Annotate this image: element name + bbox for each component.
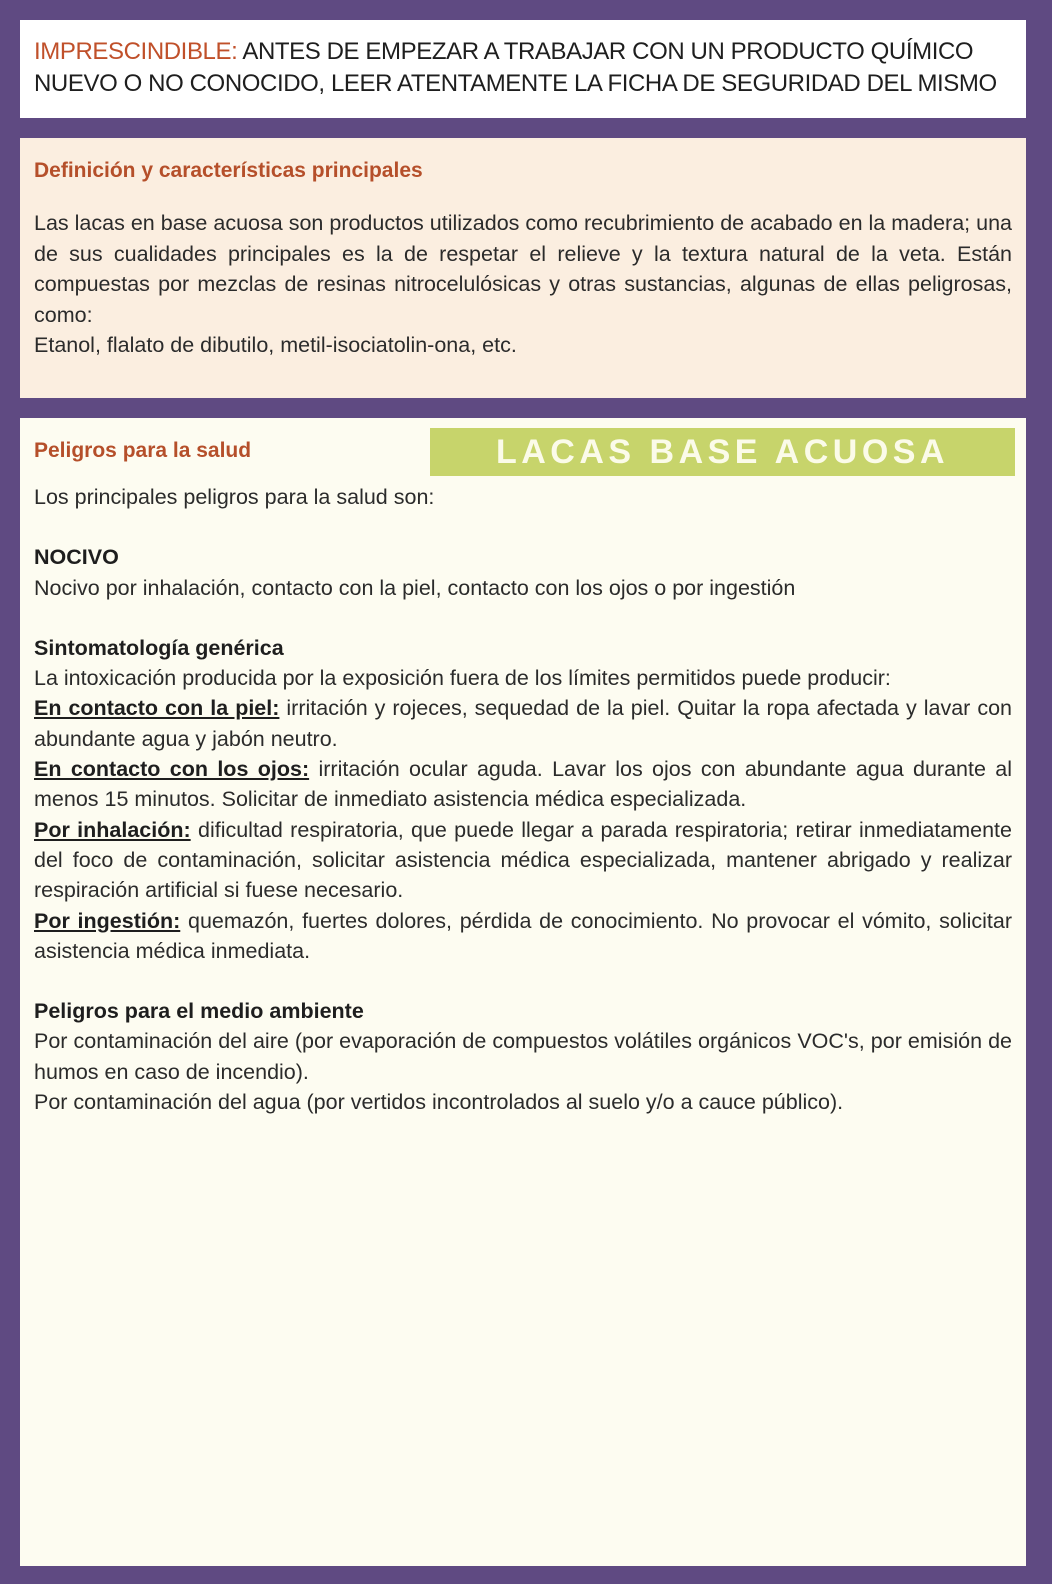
hazard-text: Nocivo por inhalación, contacto con la piel, contacto con los ojos o por ingestión: [34, 575, 796, 600]
hazard-title: NOCIVO: [34, 545, 119, 570]
health-section: [20, 418, 1026, 1566]
warning-line-1: [34, 36, 1012, 68]
skin-paragraph: [34, 693, 1012, 754]
ingestion-label: Por ingestión:: [34, 908, 181, 933]
definition-examples: Etanol, flalato de dibutilo, metil-isociatolin-ona, etc.: [34, 333, 517, 357]
definition-title: Definición y características principales: [34, 159, 423, 182]
definition-body: Las lacas en base acuosa son productos utilizados como recubrimiento de acabado en la madera; una de sus cualidades principales es la de respetar el relieve y la textura natural de la veta. Están compuestas por mezclas de resinas nitrocelulósicas y otras sustancias, algunas de ellas peligrosas, como:: [34, 211, 1012, 327]
environment-water: Por contaminación del agua (por vertidos incontrolados al suelo y/o a cauce público).: [34, 1090, 844, 1115]
warning-text-1: ANTES DE EMPEZAR A TRABAJAR CON UN PRODUCTO QUÍMICO: [242, 38, 974, 65]
warning-text-2: NUEVO O NO CONOCIDO, LEER ATENTAMENTE LA FICHA DE SEGURIDAD DEL MISMO: [34, 70, 997, 97]
inhalation-text: dificultad respiratoria, que puede llegar a parada respiratoria; retirar inmediatamente del foco de contaminación, solicitar asistencia médica especializada, mantener abrigado y realizar respiración artificial si fuese necesario.: [34, 817, 1012, 903]
environment-title: Peligros para el medio ambiente: [34, 999, 364, 1024]
inhalation-paragraph: [34, 815, 1012, 906]
skin-text: irritación y rojeces, sequedad de la piel. Quitar la ropa afectada y lavar con abundante agua y jabón neutro.: [34, 696, 1012, 751]
symptoms-title: Sintomatología genérica: [34, 635, 284, 660]
eyes-paragraph: [34, 754, 1012, 815]
definition-section: [20, 138, 1026, 398]
eyes-label: En contacto con los ojos:: [34, 757, 310, 782]
symptoms-intro: La intoxicación producida por la exposición fuera de los límites permitidos puede producir:: [34, 666, 891, 691]
inhalation-label: Por inhalación:: [34, 817, 191, 842]
warning-label: IMPRESCINDIBLE:: [34, 38, 238, 65]
skin-label: En contacto con la piel:: [34, 696, 280, 721]
warning-box: [20, 20, 1026, 118]
ingestion-paragraph: [34, 906, 1012, 967]
ingestion-text: quemazón, fuertes dolores, pérdida de conocimiento. No provocar el vómito, solicitar asistencia médica inmediata.: [34, 908, 1012, 963]
product-banner: LACAS BASE ACUOSA: [430, 428, 1015, 476]
eyes-text: irritación ocular aguda. Lavar los ojos con abundante agua durante al menos 15 minutos. Solicitar de inmediato asistencia médica especializada.: [34, 757, 1012, 812]
health-title: Peligros para la salud: [34, 439, 252, 462]
health-intro: Los principales peligros para la salud son:: [34, 485, 435, 509]
environment-air: Por contaminación del aire (por evaporación de compuestos volátiles orgánicos VOC's, por emisión de humos en caso de incendio).: [34, 1029, 1012, 1084]
